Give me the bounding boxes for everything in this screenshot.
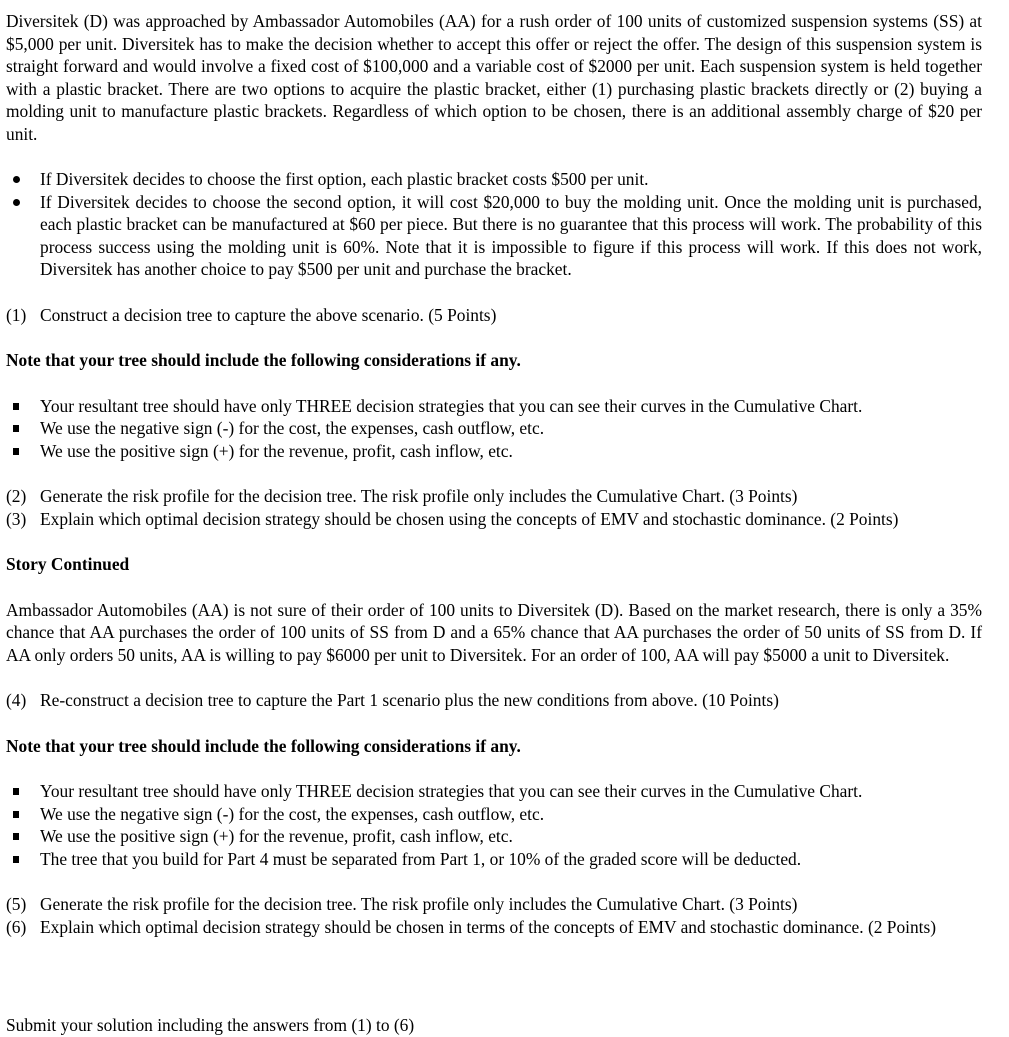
intro-paragraph: Diversitek (D) was approached by Ambassador Automobiles (AA) for a rush order of 100 units of customized suspension systems (SS) at $5,000 per unit. Diversitek has to make the decision whether to accept this offer or reject the offer. The design of this suspension system is straight forward and would involve a fixed cost of $100,000 and a variable cost of $2000 per unit. Each suspension system is held together with a plastic bracket. There are two options to acquire the plastic bracket, either (1) purchasing plastic brackets directly or (2) buying a molding unit to manufacture plastic brackets. Regardless of which option to be chosen, there is an additional assembly charge of $20 per unit.: [6, 11, 982, 144]
question-6: (6) Explain which optimal decision strategy should be chosen in terms of the concepts of EMV and stochastic dominance. (2 Points): [6, 916, 937, 937]
question-list-2: [6, 485, 982, 530]
note-heading-1: Note that your tree should include the following considerations if any.: [6, 350, 521, 370]
bullet-square-icon: [6, 780, 26, 803]
consideration-item: Your resultant tree should have only THREE decision strategies that you can see their curves in the Cumulative Chart.: [6, 395, 982, 418]
question-4: (4) Re-construct a decision tree to capture the Part 1 scenario plus the new conditions from above. (10 Points): [6, 690, 779, 710]
question-2: (2) Generate the risk profile for the decision tree. The risk profile only includes the Cumulative Chart. (3 Points): [6, 486, 798, 506]
bullet-square-icon: [6, 440, 26, 463]
consideration-item: We use the positive sign (+) for the revenue, profit, cash inflow, etc.: [6, 825, 982, 848]
bullet-square-icon: [6, 417, 26, 440]
considerations-list-1: [6, 395, 982, 463]
consideration-item: We use the negative sign (-) for the cost, the expenses, cash outflow, etc.: [6, 803, 982, 826]
question-5: (5) Generate the risk profile for the decision tree. The risk profile only includes the Cumulative Chart. (3 Points): [6, 894, 798, 914]
option-item: If Diversitek decides to choose the first option, each plastic bracket costs $500 per unit.: [6, 168, 982, 191]
considerations-list-2: [6, 780, 982, 870]
question-list-3: [6, 689, 982, 712]
consideration-item: The tree that you build for Part 4 must be separated from Part 1, or 10% of the graded score will be deducted.: [6, 848, 982, 871]
consideration-item: We use the positive sign (+) for the revenue, profit, cash inflow, etc.: [6, 440, 982, 463]
bullet-dot-icon: [6, 191, 26, 214]
question-list-1: [6, 304, 982, 327]
note-heading-2: Note that your tree should include the following considerations if any.: [6, 735, 521, 756]
option-item: If Diversitek decides to choose the second option, it will cost $20,000 to buy the molding unit. Once the molding unit is purchased, each plastic bracket can be manufactured at $60 per piece. But there is no guarantee that this process will work. The probability of this process success using the molding unit is 60%. Note that it is impossible to figure if this process will work. If this does not work, Diversitek has another choice to pay $500 per unit and purchase the bracket.: [6, 191, 982, 281]
options-list: [6, 168, 982, 281]
document-page: [6, 10, 982, 938]
story-heading: Story Continued: [6, 554, 130, 574]
question-3: (3) Explain which optimal decision strategy should be chosen using the concepts of EMV and stochastic dominance. (2 Points): [6, 508, 899, 529]
story-paragraph: Ambassador Automobiles (AA) is not sure of their order of 100 units to Diversitek (D). Based on the market research, there is only a 35% chance that AA purchases the order of 100 units of SS from D and a 65% chance that AA purchases the order of 50 units of SS from D. If AA only orders 50 units, AA is willing to pay $6000 per unit to Diversitek. For an order of 100, AA will pay $5000 a unit to Diversitek.: [6, 599, 982, 665]
question-1: (1) Construct a decision tree to capture the above scenario. (5 Points): [6, 304, 497, 325]
bullet-square-icon: [6, 825, 26, 848]
bullet-square-icon: [6, 848, 26, 871]
question-list-4: [6, 893, 982, 938]
bullet-square-icon: [6, 395, 26, 418]
bullet-square-icon: [6, 803, 26, 826]
footer-instruction-cut: Submit your solution including the answers from (1) to (6): [6, 1015, 415, 1035]
consideration-item: Your resultant tree should have only THREE decision strategies that you can see their curves in the Cumulative Chart.: [6, 780, 982, 803]
consideration-item: We use the negative sign (-) for the cost, the expenses, cash outflow, etc.: [6, 417, 982, 440]
bullet-dot-icon: [6, 168, 26, 191]
